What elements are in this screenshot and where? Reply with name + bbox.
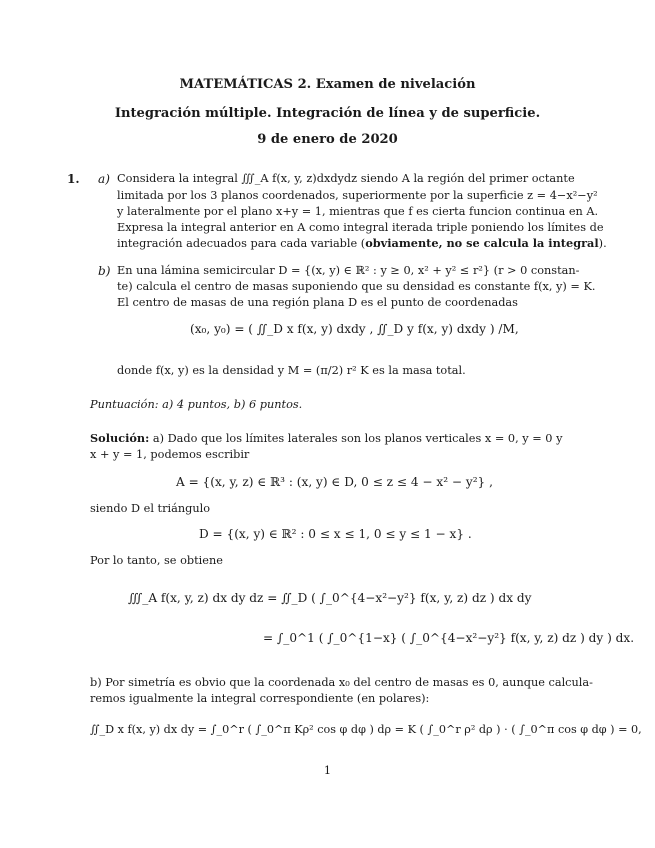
scoring: Puntuación: a) 4 puntos, b) 6 puntos. [90,398,303,411]
part-a-line-2: limitada por los 3 planos coordenados, superiormente por la superficie z = 4−x²−y² [117,189,598,202]
solution-a-line-2: x + y = 1, podemos escribir [90,448,250,461]
part-b-label: b) [98,264,111,278]
solution-b-line-2: remos igualmente la integral correspondiente (en polares): [90,692,430,705]
part-a-line-1: Considera la integral ∭_A f(x, y, z)dxdydz siendo A la región del primer octante [117,172,575,185]
solution-label: Solución: [90,431,150,445]
part-b-line-2: te) calcula el centro de masas suponiendo que su densidad es constante f(x, y) = K. [117,280,596,293]
problem-number: 1. [67,172,80,186]
part-a-line-5 [117,238,607,249]
triple-integral-line-1: ∭_A f(x, y, z) dx dy dz = ∬_D ( ∫_0^{4−x²−y²} f(x, y, z) dz ) dx dy [128,591,532,605]
therefore-text: Por lo tanto, se obtiene [90,554,223,567]
set-D-definition: D = {(x, y) ∈ ℝ² : 0 ≤ x ≤ 1, 0 ≤ y ≤ 1 − x} . [199,527,472,541]
part-a-line-3: y lateralmente por el plano x+y = 1, mientras que f es cierta funcion continua en A. [117,205,599,218]
exam-title: MATEMÁTICAS 2. Examen de nivelación [179,77,476,92]
solution-a-line-1 [90,433,562,444]
triangle-intro: siendo D el triángulo [90,502,211,515]
part-a-line-5-pre: integración adecuados para cada variable ( [117,237,366,250]
no-compute-note: obviamente, no se calcula la integral [365,236,599,250]
polar-integral-formula: ∬_D x f(x, y) dx dy = ∫_0^r ( ∫_0^π Kρ² cos φ dφ ) dρ = K ( ∫_0^r ρ² dρ ) · ( ∫_0^π cos φ dφ ) = 0, [90,723,642,736]
part-b-density-text: donde f(x, y) es la densidad y M = (π/2) r² K es la masa total. [117,364,466,377]
set-A-definition: A = {(x, y, z) ∈ ℝ³ : (x, y) ∈ D, 0 ≤ z ≤ 4 − x² − y²} , [176,475,493,489]
part-b-line-1: En una lámina semicircular D = {(x, y) ∈ ℝ² : y ≥ 0, x² + y² ≤ r²} (r > 0 constan- [117,264,580,277]
solution-a-text-1: a) Dado que los límites laterales son los planos verticales x = 0, y = 0 y [152,432,563,445]
center-of-mass-formula: (x₀, y₀) = ( ∬_D x f(x, y) dxdy , ∬_D y f(x, y) dxdy ) /M, [190,322,519,336]
exam-date: 9 de enero de 2020 [257,132,398,147]
part-a-line-4: Expresa la integral anterior en A como integral iterada triple poniendo los límites de [117,221,604,234]
part-a-label: a) [98,172,110,186]
page-number: 1 [323,764,332,777]
part-a-line-5-post: ). [598,237,607,250]
solution-b-line-1: b) Por simetría es obvio que la coordenada x₀ del centro de masas es 0, aunque calcula- [90,676,593,689]
exam-subtitle: Integración múltiple. Integración de línea y de superficie. [114,106,541,121]
part-b-line-3: El centro de masas de una región plana D es el punto de coordenadas [117,296,518,309]
triple-integral-line-2: = ∫_0^1 ( ∫_0^{1−x} ( ∫_0^{4−x²−y²} f(x, y, z) dz ) dy ) dx. [263,631,635,645]
